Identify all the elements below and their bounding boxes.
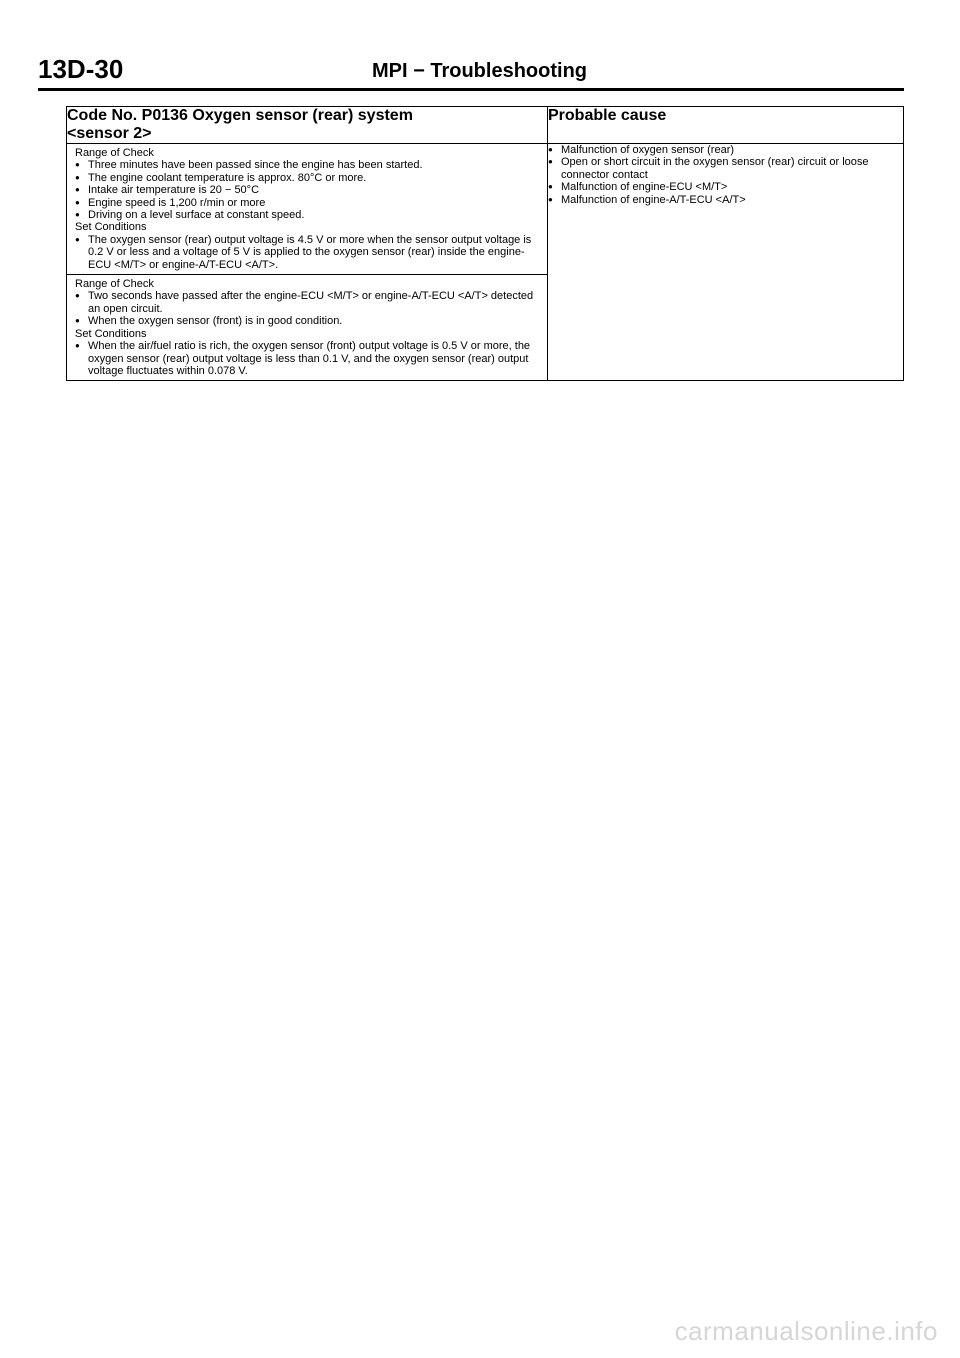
bullet-icon: ● <box>75 172 80 182</box>
page-number: 13D-30 <box>38 54 124 84</box>
list-item: ● The engine coolant temperature is approx. 80°C or more. <box>75 171 367 184</box>
bullet-icon: ● <box>75 210 80 220</box>
diagnostic-code-table <box>66 106 904 381</box>
list-item: ● When the air/fuel ratio is rich, the oxygen sensor (front) output voltage is 0.5 V or more, the oxygen sensor (rear) output voltage is less than 0.1 V, and the oxygen sensor (rear) output voltage fluctuates within 0.078 V. <box>75 340 531 377</box>
code-heading-title: Code No. P0136 Oxygen sensor (rear) system <box>67 107 413 124</box>
probable-cause-cell <box>548 144 904 381</box>
table-body-row <box>67 144 904 381</box>
set-conditions-label: Set Conditions <box>75 221 147 234</box>
bullet-icon: ● <box>548 145 553 154</box>
list-item: ● Malfunction of oxygen sensor (rear) <box>548 144 735 156</box>
list-item: ● Three minutes have been passed since the engine has been started. <box>75 159 423 172</box>
set-conditions-label: Set Conditions <box>75 327 147 340</box>
bullet-icon: ● <box>75 341 80 351</box>
list-item: ● Engine speed is 1,200 r/min or more <box>75 196 266 209</box>
code-heading <box>67 107 548 144</box>
list-item: ● Two seconds have passed after the engine-ECU <M/T> or engine-A/T-ECU <A/T> detected an open circuit. <box>75 290 534 315</box>
list-item: ● Driving on a level surface at constant speed. <box>75 209 305 222</box>
range-of-check-label: Range of Check <box>75 147 154 159</box>
bullet-icon: ● <box>548 182 553 192</box>
list-item: ● Open or short circuit in the oxygen sensor (rear) circuit or loose connector contact <box>548 156 869 181</box>
bullet-icon: ● <box>75 291 80 301</box>
bullet-icon: ● <box>75 185 80 195</box>
header-rule <box>38 88 904 91</box>
probable-cause-heading: Probable cause <box>548 107 904 144</box>
bullet-icon: ● <box>75 197 80 207</box>
range-of-check-label: Range of Check <box>75 278 154 291</box>
bullet-icon: ● <box>75 234 80 244</box>
list-item: ● Malfunction of engine-A/T-ECU <A/T> <box>548 193 746 206</box>
list-item: ● When the oxygen sensor (front) is in good condition. <box>75 315 343 328</box>
bullet-icon: ● <box>548 157 553 167</box>
conditions-block-2 <box>67 275 547 380</box>
page-title: MPI − Troubleshooting <box>372 60 587 82</box>
list-item: ● The oxygen sensor (rear) output voltage is 4.5 V or more when the sensor output voltage is 0.2 V or less and a voltage of 5 V is applied to the oxygen sensor (rear) inside the engine-ECU <M/T> or engine-A/T-ECU <A/T>. <box>75 233 532 271</box>
table-header-row <box>67 107 904 144</box>
watermark: carmanualsonline.info <box>674 1316 938 1346</box>
list-item: ● Malfunction of engine-ECU <M/T> <box>548 181 728 194</box>
conditions-block-1 <box>67 144 547 275</box>
bullet-icon: ● <box>75 316 80 326</box>
list-item: ● Intake air temperature is 20 − 50°C <box>75 184 260 197</box>
code-heading-subtitle: <sensor 2> <box>67 125 152 142</box>
bullet-icon: ● <box>548 194 553 204</box>
conditions-cell <box>67 144 548 381</box>
bullet-icon: ● <box>75 160 80 170</box>
